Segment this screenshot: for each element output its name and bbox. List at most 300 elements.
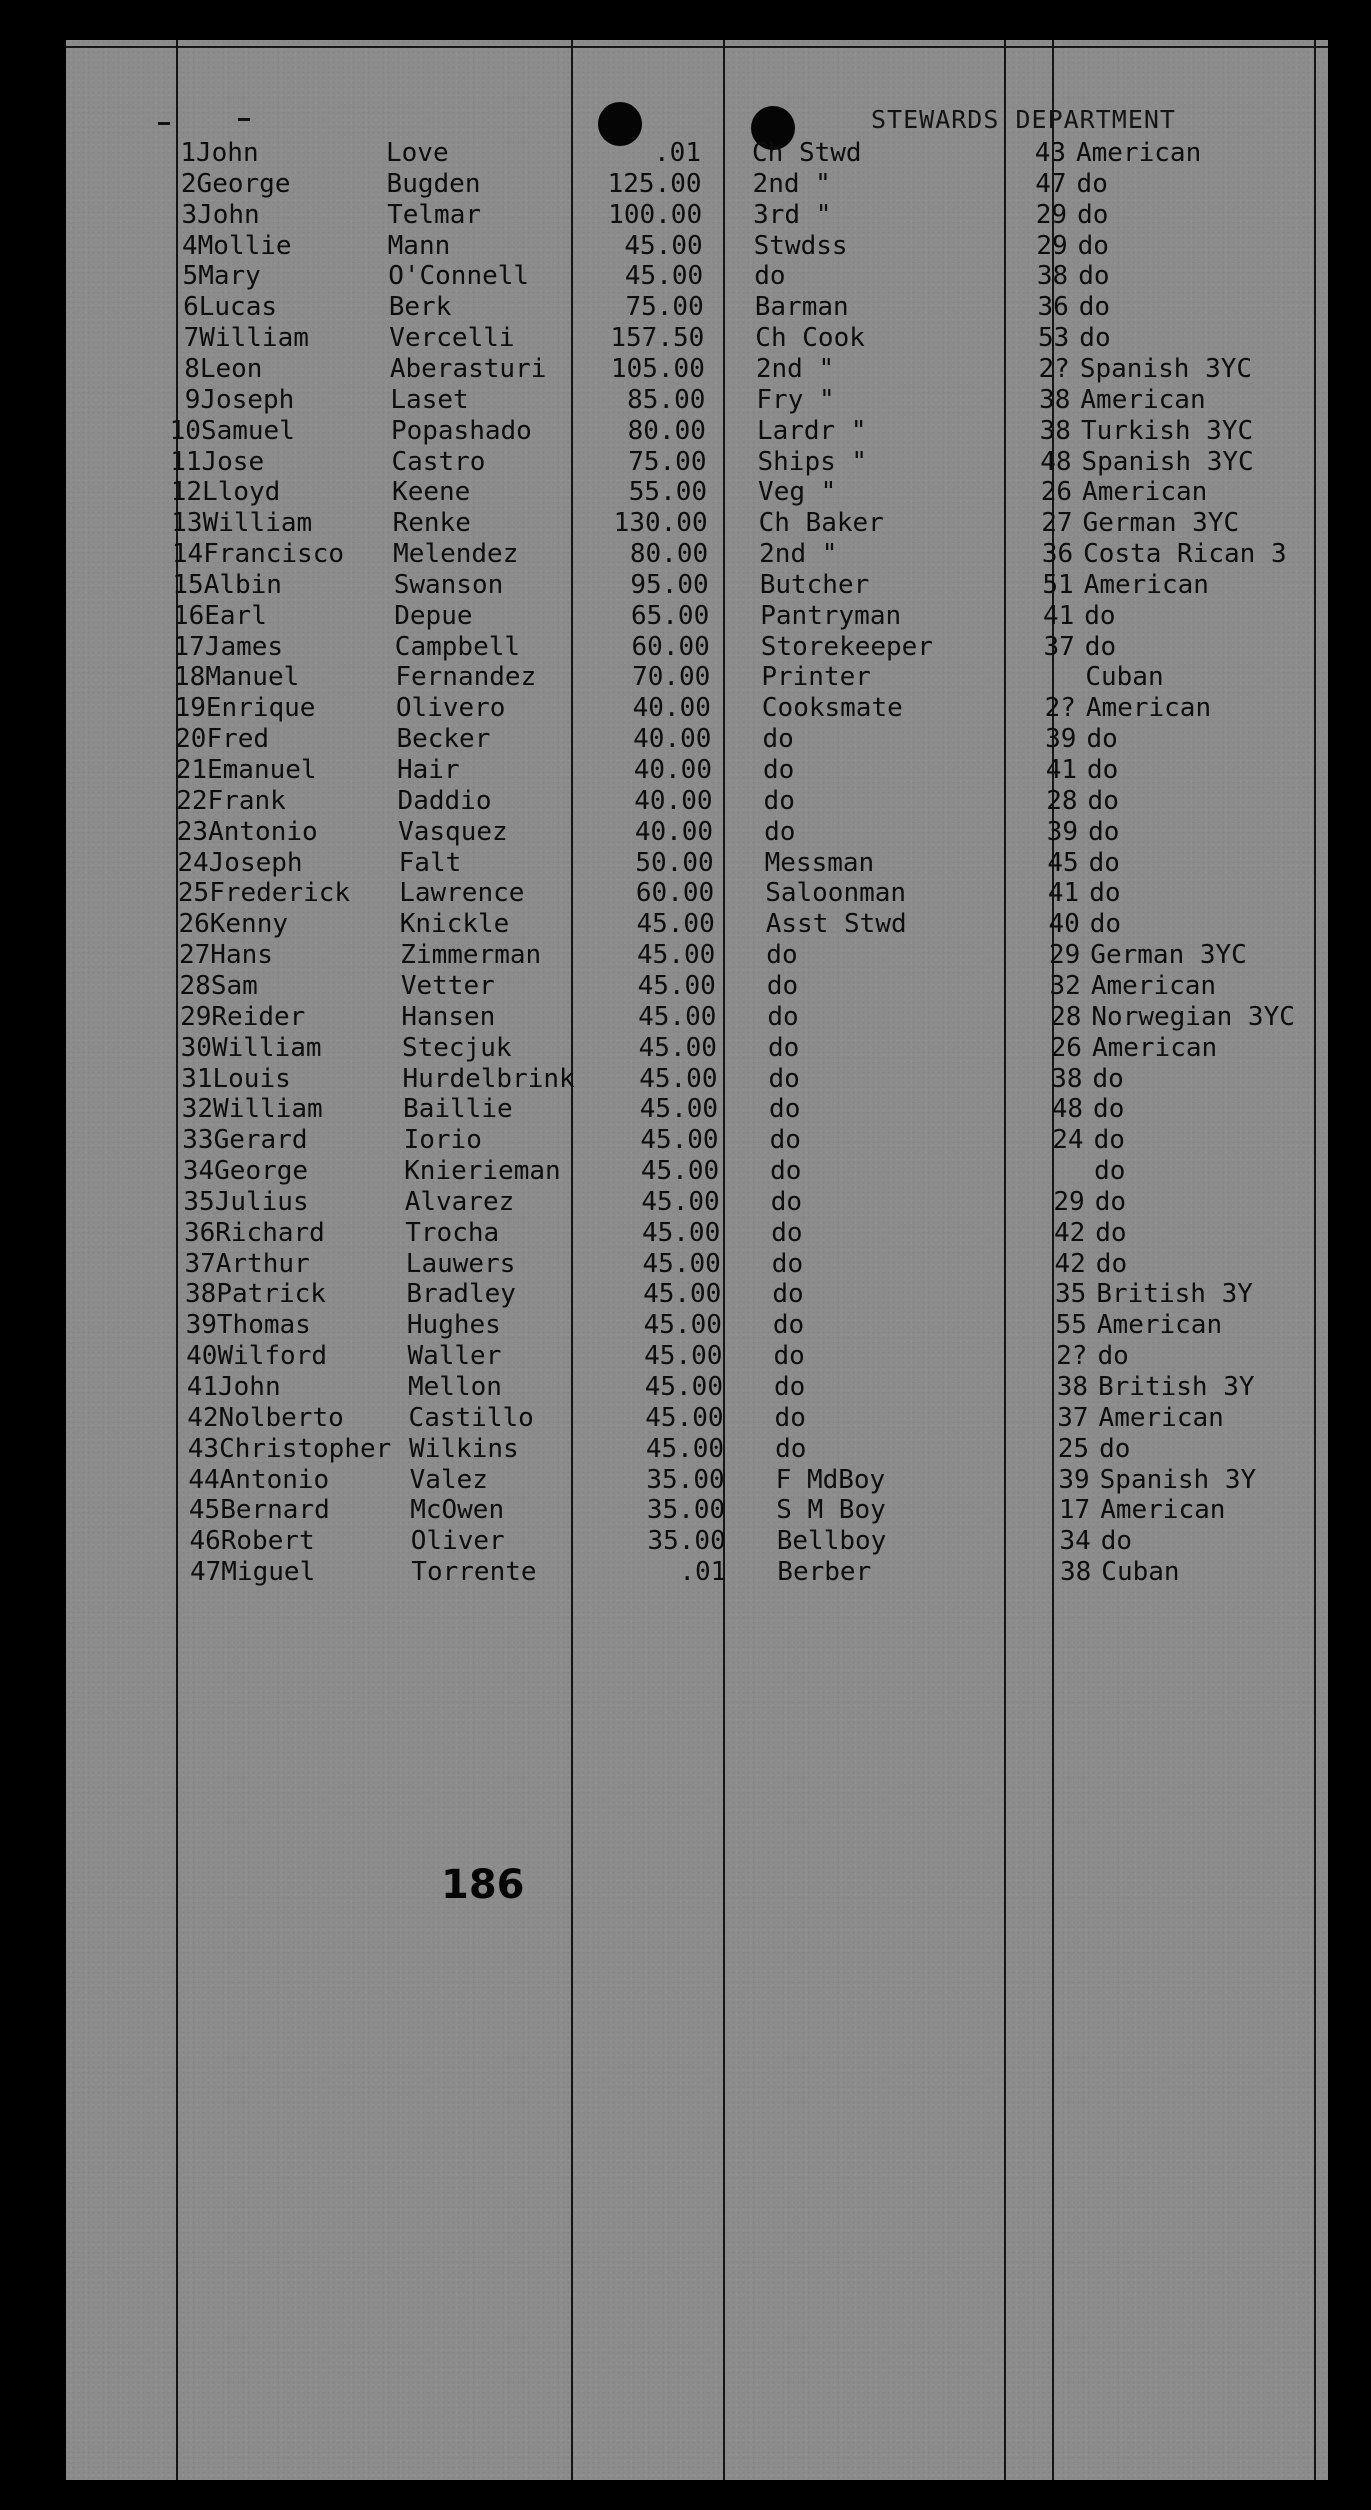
- row-number-cell: 26: [178, 909, 210, 940]
- monthly-wage-cell: 65.00: [630, 600, 710, 631]
- table-row: [86, 1279, 1348, 1310]
- first-name-cell: Antonio: [208, 816, 318, 847]
- last-name-cell: Torrente: [411, 1557, 537, 1588]
- first-name-cell: Enrique: [205, 693, 316, 724]
- last-name-cell: Alvarez: [404, 1186, 515, 1217]
- monthly-wage-cell: 70.00: [632, 662, 711, 693]
- table-row: [73, 539, 1335, 570]
- table-row: [68, 231, 1330, 262]
- table-row: [76, 693, 1338, 724]
- monthly-wage-cell: 45.00: [638, 1032, 717, 1063]
- nationality-cell: do: [1089, 909, 1122, 940]
- last-name-cell: Renke: [392, 508, 471, 539]
- first-name-cell: Joseph: [208, 847, 303, 878]
- age-cell: 41: [1042, 600, 1075, 631]
- first-name-cell: Richard: [215, 1217, 325, 1248]
- first-name-cell: Robert: [220, 1526, 315, 1557]
- table-row: [77, 755, 1339, 786]
- table-row: [69, 323, 1331, 354]
- monthly-wage-cell: 60.00: [635, 878, 715, 909]
- first-name-cell: Mary: [198, 261, 261, 292]
- last-name-cell: McOwen: [410, 1495, 505, 1526]
- table-row: [71, 416, 1333, 447]
- nationality-cell: do: [1079, 323, 1111, 354]
- nationality-cell: American: [1083, 569, 1209, 600]
- row-number-cell: 34: [182, 1156, 215, 1187]
- rating-cell: do: [769, 1125, 801, 1156]
- monthly-wage-cell: 100.00: [608, 199, 703, 230]
- last-name-cell: Hughes: [406, 1310, 501, 1341]
- last-name-cell: Zimmerman: [400, 940, 542, 971]
- first-name-cell: John: [196, 138, 259, 168]
- age-cell: 17: [1058, 1495, 1091, 1526]
- nationality-cell: Costa Rican 3: [1083, 539, 1287, 570]
- rating-cell: 2nd ": [759, 539, 838, 570]
- table-row: [84, 1156, 1346, 1187]
- monthly-wage-cell: 45.00: [637, 970, 716, 1001]
- rating-cell: Messman: [764, 847, 875, 878]
- table-row: [78, 786, 1340, 817]
- nationality-cell: Cuban: [1101, 1557, 1180, 1588]
- monthly-wage-cell: 60.00: [631, 631, 710, 662]
- first-name-cell: John: [197, 199, 260, 230]
- monthly-wage-cell: 55.00: [628, 477, 708, 508]
- rating-cell: Barman: [754, 292, 849, 323]
- age-cell: 35: [1055, 1279, 1087, 1310]
- rating-cell: do: [766, 970, 799, 1001]
- rating-cell: do: [754, 261, 786, 292]
- rating-cell: do: [763, 755, 795, 785]
- last-name-cell: Lawrence: [399, 878, 525, 909]
- age-cell: 26: [1040, 477, 1073, 508]
- table-row: [83, 1064, 1345, 1095]
- first-name-cell: Thomas: [216, 1310, 311, 1341]
- monthly-wage-cell: 45.00: [624, 230, 703, 261]
- last-name-cell: Stecjuk: [401, 1032, 512, 1063]
- age-cell: 53: [1037, 323, 1070, 354]
- first-name-cell: Gerard: [213, 1125, 308, 1156]
- rating-cell: do: [772, 1279, 804, 1310]
- first-name-cell: Patrick: [216, 1279, 326, 1310]
- nationality-cell: do: [1078, 261, 1110, 292]
- table-row: [72, 447, 1334, 478]
- table-row: [86, 1249, 1348, 1280]
- first-name-cell: Wilford: [217, 1341, 328, 1372]
- last-name-cell: Oliver: [410, 1526, 505, 1557]
- monthly-wage-cell: 40.00: [633, 755, 712, 785]
- table-row: [75, 632, 1337, 663]
- last-name-cell: Lauwers: [405, 1248, 516, 1279]
- row-number-cell: 7: [183, 323, 200, 354]
- age-cell: 29: [1036, 230, 1068, 261]
- table-row: [78, 817, 1340, 848]
- first-name-cell: Kenny: [209, 909, 289, 940]
- last-name-cell: Mellon: [408, 1372, 502, 1402]
- table-row: [79, 848, 1341, 879]
- first-name-cell: Leon: [199, 353, 263, 384]
- nationality-cell: do: [1094, 1186, 1126, 1217]
- header-dash-mark: [238, 118, 250, 121]
- nationality-cell: do: [1097, 1341, 1129, 1372]
- last-name-cell: Hansen: [401, 1001, 496, 1032]
- first-name-cell: Joseph: [200, 384, 295, 415]
- first-name-cell: Miguel: [221, 1557, 316, 1588]
- last-name-cell: Mann: [387, 230, 451, 261]
- first-name-cell: William: [199, 323, 309, 354]
- first-name-cell: Mollie: [197, 230, 292, 261]
- monthly-wage-cell: 80.00: [629, 539, 709, 570]
- row-number-cell: 40: [186, 1341, 218, 1372]
- nationality-cell: Cuban: [1085, 662, 1164, 693]
- monthly-wage-cell: 45.00: [642, 1248, 721, 1279]
- row-number-cell: 15: [172, 569, 204, 600]
- row-number-cell: 24: [177, 847, 209, 878]
- last-name-cell: Bugden: [386, 168, 481, 199]
- monthly-wage-cell: 50.00: [635, 847, 714, 878]
- table-row: [68, 261, 1330, 292]
- monthly-wage-cell: 45.00: [643, 1279, 722, 1310]
- last-name-cell: Keene: [392, 477, 471, 508]
- first-name-cell: Francisco: [203, 539, 345, 570]
- age-cell: 37: [1043, 631, 1075, 662]
- row-number-cell: 43: [187, 1433, 220, 1464]
- nationality-cell: Norwegian 3YC: [1091, 1001, 1295, 1032]
- table-row: [74, 570, 1336, 601]
- monthly-wage-cell: 80.00: [627, 415, 706, 446]
- rating-cell: Ch Cook: [755, 323, 865, 354]
- rating-cell: do: [774, 1372, 806, 1402]
- last-name-cell: Laset: [390, 384, 469, 415]
- row-number-cell: 33: [182, 1125, 214, 1156]
- nationality-cell: do: [1084, 631, 1117, 662]
- monthly-wage-cell: .01: [654, 138, 701, 168]
- last-name-cell: O'Connell: [388, 261, 530, 292]
- monthly-wage-cell: 45.00: [645, 1433, 725, 1464]
- row-number-cell: 23: [176, 816, 209, 847]
- age-cell: 36: [1041, 539, 1074, 570]
- row-number-cell: 27: [178, 940, 211, 971]
- last-name-cell: Knierieman: [404, 1156, 561, 1187]
- table-row: [91, 1557, 1353, 1588]
- monthly-wage-cell: 75.00: [628, 446, 707, 477]
- rating-cell: do: [767, 1001, 799, 1032]
- last-name-cell: Baillie: [403, 1094, 513, 1125]
- monthly-wage-cell: 85.00: [627, 384, 706, 415]
- first-name-cell: Frederick: [209, 878, 351, 909]
- rating-cell: 3rd ": [753, 199, 832, 230]
- nationality-cell: American: [1080, 384, 1206, 415]
- last-name-cell: Melendez: [393, 539, 519, 570]
- first-name-cell: Emanuel: [207, 755, 317, 785]
- nationality-cell: do: [1093, 1094, 1125, 1125]
- table-row: [67, 200, 1329, 231]
- age-cell: 39: [1058, 1464, 1090, 1495]
- row-number-cell: 28: [179, 970, 211, 1001]
- monthly-wage-cell: .01: [679, 1557, 727, 1588]
- nationality-cell: American: [1100, 1495, 1226, 1526]
- monthly-wage-cell: 45.00: [640, 1125, 719, 1156]
- first-name-cell: William: [202, 508, 313, 539]
- row-number-cell: 17: [173, 631, 205, 662]
- rating-cell: 2nd ": [755, 353, 835, 384]
- age-cell: 43: [1034, 138, 1066, 168]
- table-row: [76, 724, 1338, 755]
- nationality-cell: Spanish 3Y: [1099, 1464, 1257, 1495]
- monthly-wage-cell: 45.00: [636, 909, 715, 940]
- first-name-cell: Arthur: [215, 1248, 310, 1279]
- nationality-cell: American: [1091, 1032, 1218, 1063]
- rating-cell: do: [771, 1217, 803, 1248]
- first-name-cell: Jose: [201, 446, 265, 477]
- rating-cell: do: [774, 1402, 806, 1433]
- table-row: [88, 1372, 1350, 1403]
- first-name-cell: Samuel: [200, 415, 295, 446]
- nationality-cell: do: [1094, 1156, 1126, 1187]
- monthly-wage-cell: 75.00: [625, 292, 704, 323]
- last-name-cell: Love: [386, 138, 449, 168]
- rating-cell: do: [770, 1156, 802, 1187]
- last-name-cell: Berk: [388, 292, 452, 323]
- last-name-cell: Hurdelbrink: [402, 1063, 575, 1094]
- nationality-cell: American: [1076, 138, 1202, 168]
- nationality-cell: do: [1093, 1125, 1125, 1156]
- rating-cell: Stwdss: [753, 230, 848, 261]
- nationality-cell: do: [1084, 600, 1116, 631]
- row-number-cell: 42: [187, 1402, 219, 1433]
- nationality-cell: American: [1085, 693, 1212, 724]
- nationality-cell: British 3Y: [1098, 1372, 1255, 1402]
- age-cell: 38: [1036, 261, 1069, 292]
- last-name-cell: Knickle: [399, 909, 510, 940]
- rating-cell: Asst Stwd: [765, 909, 907, 940]
- row-number-cell: 31: [181, 1063, 213, 1094]
- monthly-wage-cell: 157.50: [610, 323, 705, 354]
- monthly-wage-cell: 40.00: [633, 724, 712, 755]
- age-cell: 48: [1040, 446, 1072, 477]
- table-row: [73, 508, 1335, 539]
- first-name-cell: Nolberto: [218, 1402, 344, 1433]
- table-row: [67, 169, 1329, 200]
- age-cell: 47: [1035, 168, 1067, 199]
- table-row: [90, 1495, 1352, 1526]
- first-name-cell: James: [204, 631, 284, 662]
- table-row: [81, 1002, 1343, 1033]
- first-name-cell: John: [218, 1372, 281, 1402]
- rating-cell: Veg ": [758, 477, 837, 508]
- nationality-cell: do: [1077, 199, 1109, 230]
- first-name-cell: Christopher: [219, 1433, 392, 1464]
- age-cell: 36: [1037, 292, 1069, 323]
- row-number-cell: 44: [188, 1464, 220, 1495]
- nationality-cell: do: [1095, 1217, 1127, 1248]
- nationality-cell: American: [1098, 1402, 1224, 1433]
- row-number-cell: 13: [171, 508, 203, 539]
- top-rule: [66, 46, 1328, 48]
- last-name-cell: Bradley: [406, 1279, 516, 1310]
- rating-cell: Pantryman: [760, 600, 902, 631]
- first-name-cell: Lucas: [198, 292, 278, 323]
- nationality-cell: do: [1087, 755, 1119, 785]
- rating-cell: do: [771, 1248, 804, 1279]
- row-number-cell: 20: [175, 724, 207, 755]
- nationality-cell: do: [1088, 847, 1120, 878]
- age-cell: 32: [1049, 970, 1081, 1001]
- last-name-cell: Waller: [407, 1341, 502, 1372]
- first-name-cell: Bernard: [220, 1495, 330, 1526]
- table-row: [70, 385, 1332, 416]
- first-name-cell: Sam: [210, 970, 258, 1001]
- nationality-cell: do: [1076, 168, 1108, 199]
- nationality-cell: do: [1087, 785, 1119, 816]
- table-row: [82, 1033, 1344, 1064]
- nationality-cell: do: [1078, 292, 1111, 323]
- last-name-cell: Popashado: [390, 415, 532, 446]
- row-number-cell: 18: [174, 662, 206, 693]
- age-cell: 42: [1054, 1248, 1086, 1279]
- row-number-cell: 47: [189, 1557, 222, 1588]
- manifest-sheet: [66, 40, 1328, 2480]
- nationality-cell: do: [1077, 230, 1109, 261]
- rating-cell: Ships ": [757, 446, 868, 477]
- table-row: [90, 1465, 1352, 1496]
- rating-cell: do: [763, 785, 795, 816]
- monthly-wage-cell: 45.00: [643, 1310, 722, 1341]
- monthly-wage-cell: 45.00: [639, 1063, 718, 1094]
- row-number-cell: 10: [169, 415, 201, 446]
- rating-cell: Printer: [761, 662, 871, 693]
- last-name-cell: Castro: [391, 446, 486, 477]
- age-cell: 38: [1051, 1063, 1083, 1094]
- age-cell: 48: [1051, 1094, 1084, 1125]
- last-name-cell: Swanson: [393, 569, 504, 600]
- monthly-wage-cell: 45.00: [644, 1341, 723, 1372]
- rating-cell: do: [767, 1032, 800, 1063]
- table-row: [83, 1094, 1345, 1125]
- rating-cell: Lardr ": [756, 415, 867, 446]
- row-number-cell: 25: [177, 878, 210, 909]
- monthly-wage-cell: 45.00: [640, 1156, 720, 1187]
- table-row: [89, 1403, 1351, 1434]
- age-cell: 26: [1050, 1032, 1082, 1063]
- table-row: [84, 1125, 1346, 1156]
- rating-cell: Berber: [777, 1557, 872, 1588]
- age-cell: 41: [1045, 755, 1077, 785]
- rating-cell: do: [775, 1433, 807, 1464]
- row-number-cell: 21: [175, 755, 207, 785]
- table-row: [81, 971, 1343, 1002]
- department-heading: STEWARDS DEPARTMENT: [871, 105, 1176, 134]
- first-name-cell: William: [213, 1094, 323, 1125]
- rating-cell: Bellboy: [776, 1526, 887, 1557]
- header-dash-mark: [158, 122, 170, 125]
- rating-cell: 2nd ": [752, 168, 831, 199]
- monthly-wage-cell: 40.00: [632, 693, 711, 724]
- age-cell: 39: [1045, 724, 1077, 755]
- monthly-wage-cell: 45.00: [638, 1001, 717, 1032]
- age-cell: 38: [1039, 415, 1071, 446]
- row-number-cell: 8: [184, 353, 200, 384]
- row-number-cell: 46: [189, 1526, 221, 1557]
- first-name-cell: Reider: [211, 1001, 306, 1032]
- monthly-wage-cell: 45.00: [624, 261, 704, 292]
- row-number-cell: 11: [170, 446, 202, 477]
- nationality-cell: Spanish 3YC: [1081, 446, 1254, 477]
- rating-cell: do: [766, 940, 798, 971]
- monthly-wage-cell: 35.00: [646, 1464, 725, 1495]
- last-name-cell: Wilkins: [409, 1433, 519, 1464]
- monthly-wage-cell: 45.00: [641, 1217, 721, 1248]
- rating-cell: do: [769, 1094, 801, 1125]
- table-row: [72, 477, 1334, 508]
- last-name-cell: Falt: [398, 847, 462, 878]
- first-name-cell: Julius: [214, 1186, 309, 1217]
- age-cell: 2?: [1056, 1341, 1088, 1372]
- row-number-cell: 35: [183, 1186, 215, 1217]
- age-cell: 39: [1046, 816, 1079, 847]
- last-name-cell: Campbell: [394, 631, 521, 662]
- age-cell: 29: [1053, 1186, 1085, 1217]
- last-name-cell: Depue: [394, 600, 473, 631]
- nationality-cell: American: [1096, 1310, 1223, 1341]
- first-name-cell: Albin: [203, 569, 282, 600]
- age-cell: 42: [1053, 1217, 1086, 1248]
- table-row: [91, 1526, 1353, 1557]
- row-number-cell: 39: [185, 1310, 217, 1341]
- first-name-cell: Hans: [210, 940, 273, 971]
- nationality-cell: British 3Y: [1096, 1279, 1253, 1310]
- monthly-wage-cell: 45.00: [637, 940, 716, 971]
- rating-cell: Ch Stwd: [752, 138, 862, 168]
- last-name-cell: Valez: [409, 1464, 488, 1495]
- monthly-wage-cell: 125.00: [607, 168, 702, 199]
- nationality-cell: do: [1095, 1248, 1128, 1279]
- row-number-cell: 29: [180, 1001, 212, 1032]
- row-number-cell: 2: [180, 168, 197, 199]
- last-name-cell: Becker: [396, 724, 491, 755]
- last-name-cell: Olivero: [395, 693, 506, 724]
- row-number-cell: 4: [181, 230, 198, 261]
- table-row: [70, 354, 1332, 385]
- age-cell: 25: [1057, 1433, 1090, 1464]
- first-name-cell: George: [196, 168, 291, 199]
- age-cell: 38: [1059, 1557, 1092, 1588]
- row-number-cell: 9: [184, 384, 201, 415]
- nationality-cell: do: [1088, 816, 1120, 847]
- monthly-wage-cell: 105.00: [610, 353, 705, 384]
- row-number-cell: 41: [186, 1372, 218, 1402]
- rating-cell: do: [762, 724, 794, 755]
- monthly-wage-cell: 45.00: [644, 1372, 723, 1402]
- age-cell: 28: [1046, 785, 1078, 816]
- age-cell: 28: [1050, 1001, 1082, 1032]
- age-cell: 29: [1035, 199, 1068, 230]
- rating-cell: Cooksmate: [761, 693, 903, 724]
- monthly-wage-cell: 45.00: [641, 1186, 720, 1217]
- nationality-cell: German 3YC: [1082, 508, 1240, 539]
- monthly-wage-cell: 95.00: [630, 569, 709, 600]
- age-cell: 27: [1041, 508, 1073, 539]
- table-row: [80, 940, 1342, 971]
- nationality-cell: American: [1082, 477, 1208, 508]
- rating-cell: Storekeeper: [760, 631, 933, 662]
- rating-cell: Fry ": [756, 384, 835, 415]
- last-name-cell: Daddio: [397, 785, 492, 816]
- row-number-cell: 38: [185, 1279, 217, 1310]
- monthly-wage-cell: 40.00: [634, 816, 714, 847]
- age-cell: 34: [1059, 1526, 1091, 1557]
- table-row: [85, 1218, 1347, 1249]
- first-name-cell: Antonio: [219, 1464, 330, 1495]
